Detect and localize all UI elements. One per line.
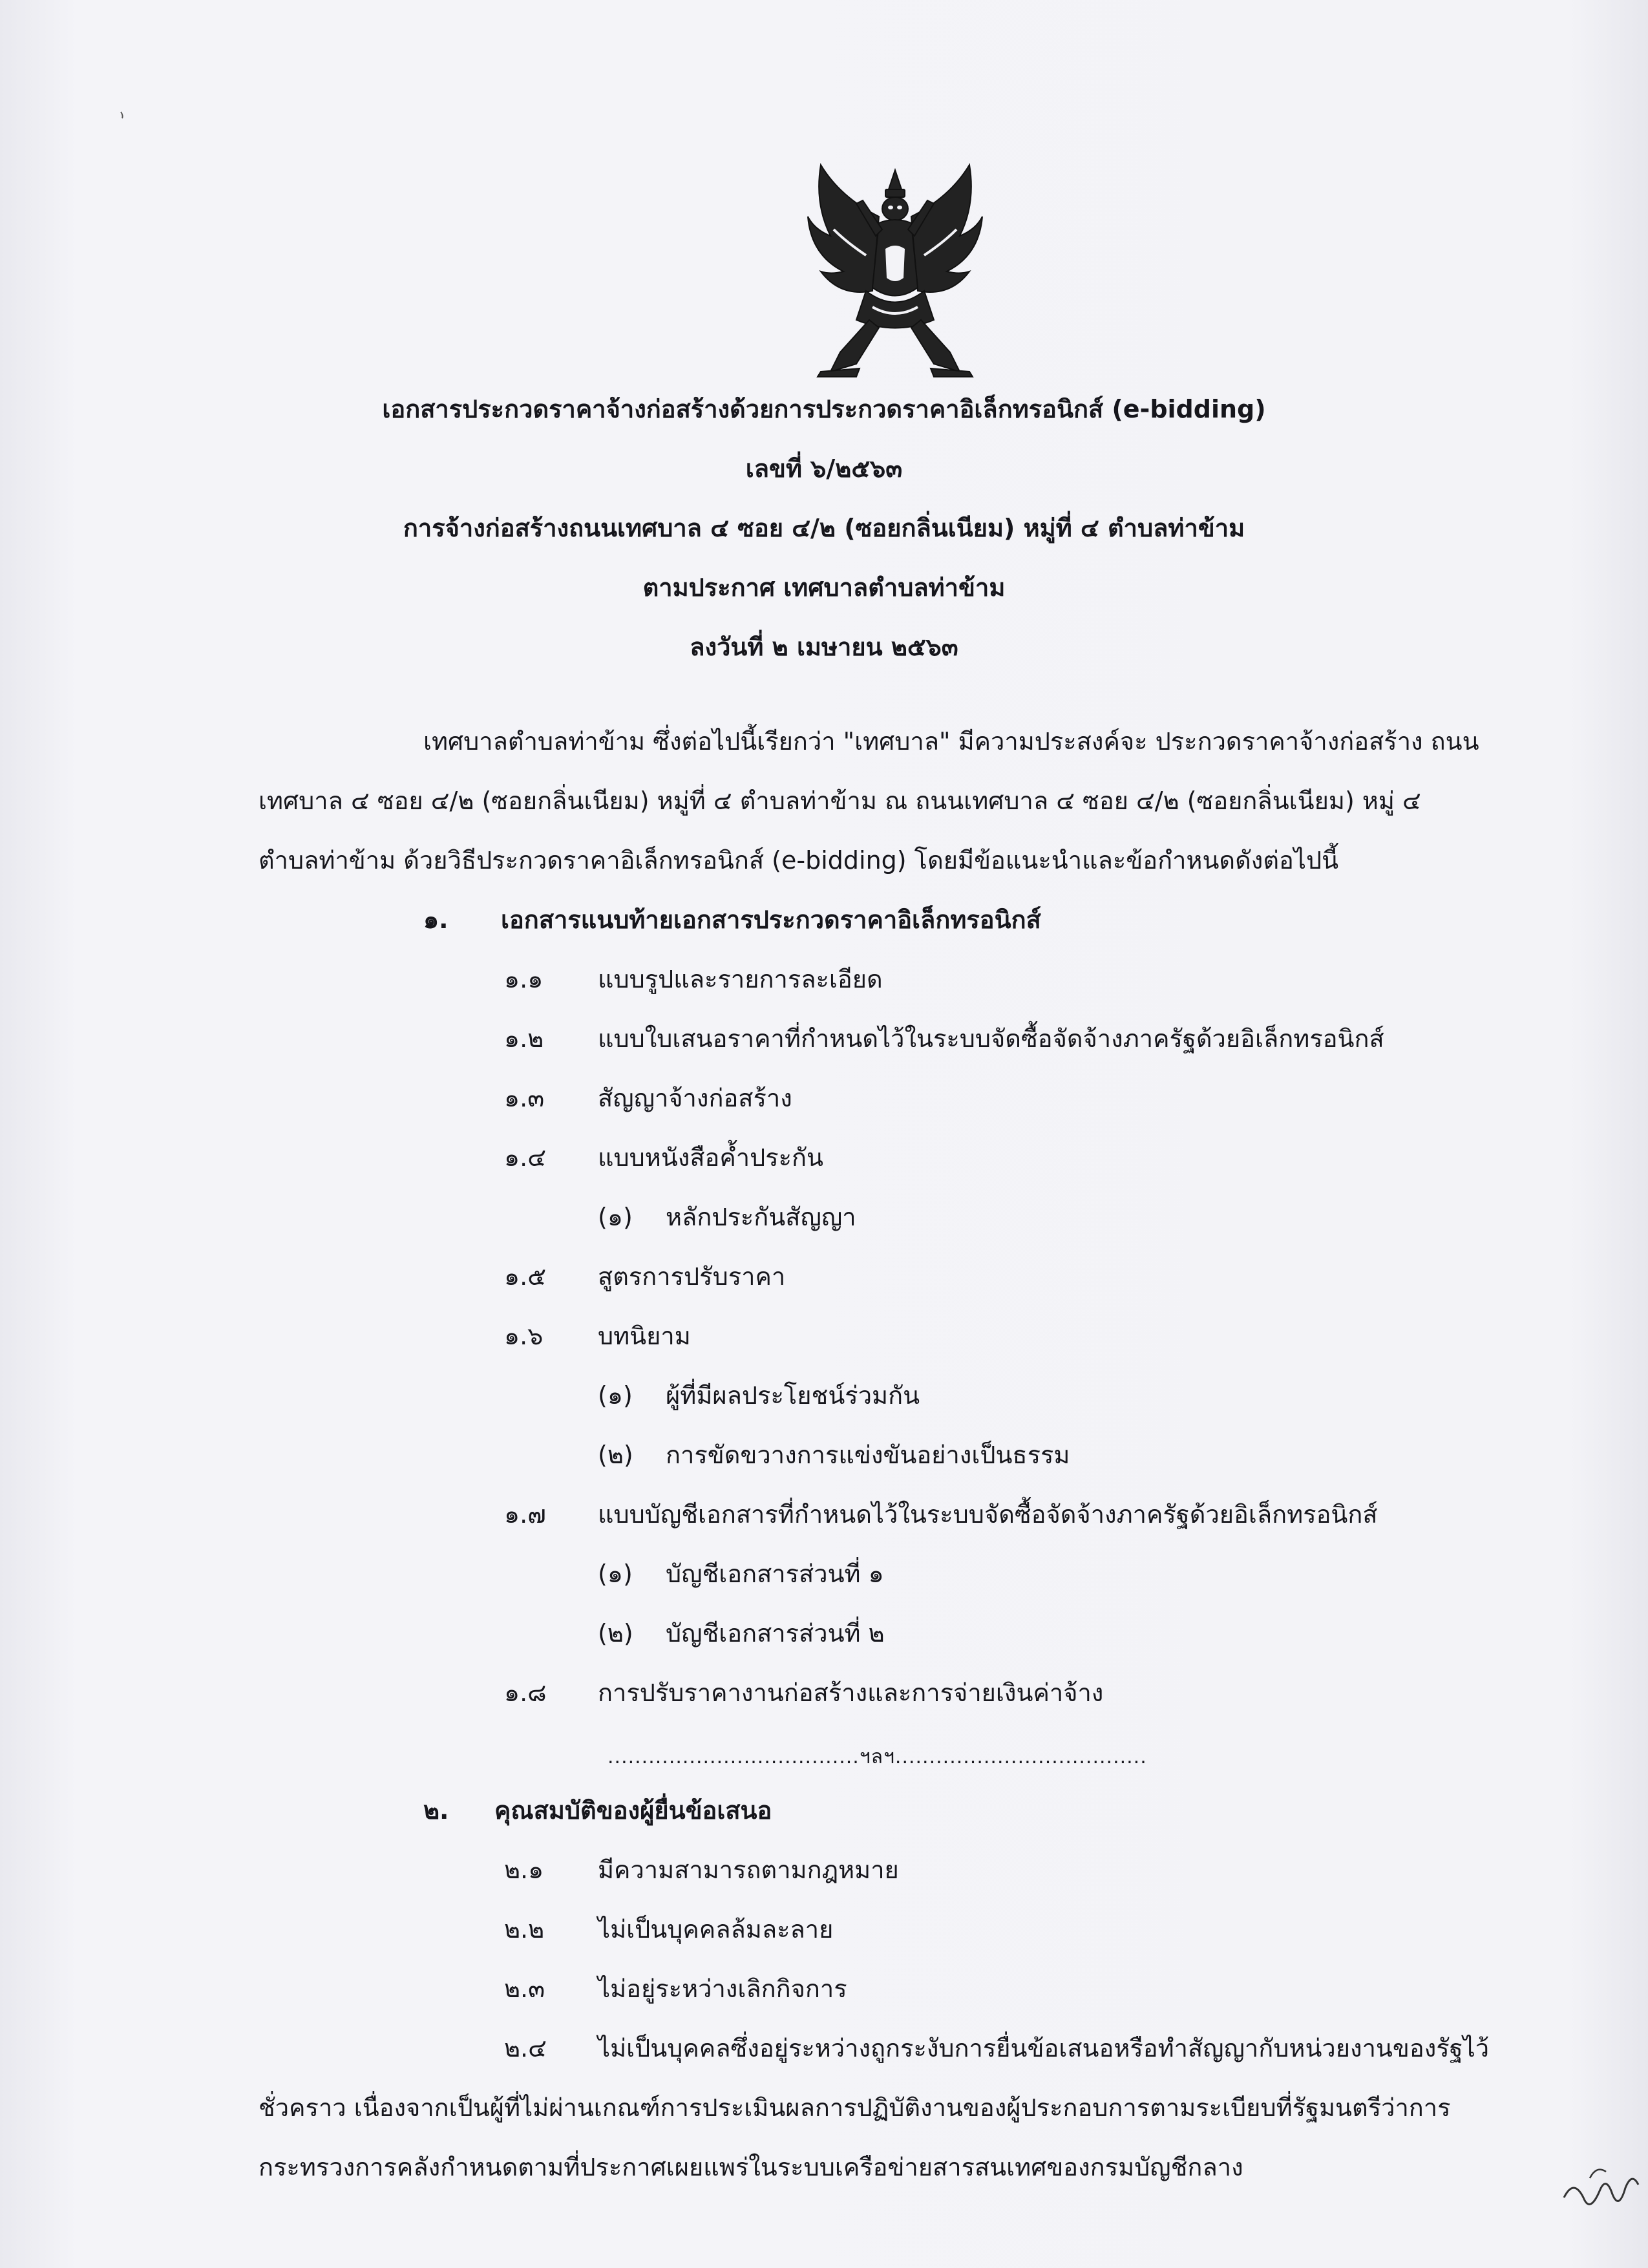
continuation-line-1: ชั่วคราว เนื่องจากเป็นผู้ที่ไม่ผ่านเกณฑ์การประเมินผลการปฏิบัติงานของผู้ประกอบการตามระเบียบที่รัฐมนตรีว่าการ <box>259 2093 1451 2122</box>
item-number: ๑.๑ <box>504 965 544 993</box>
list-item: แบบรูปและรายการละเอียด <box>598 965 883 993</box>
document-title: เอกสารประกวดราคาจ้างก่อสร้างด้วยการประกวดราคาอิเล็กทรอนิกส์ (e-bidding) <box>382 395 1266 423</box>
list-item: บทนิยาม <box>598 1322 691 1350</box>
garuda-emblem-icon <box>795 158 995 378</box>
document-date: ลงวันที่ ๒ เมษายน ๒๕๖๓ <box>690 633 958 661</box>
sub-list-item: ผู้ที่มีผลประโยชน์ร่วมกัน <box>666 1381 920 1410</box>
list-item: ไม่อยู่ระหว่างเลิกกิจการ <box>598 1975 847 2003</box>
section-2-number: ๒. <box>423 1796 449 1825</box>
sub-list-item: หลักประกันสัญญา <box>666 1203 856 1231</box>
intro-line-3: ตำบลท่าข้าม ด้วยวิธีประกวดราคาอิเล็กทรอนิกส์ (e-bidding) โดยมีข้อแนะนำและข้อกำหนดดังต่อไปนี้ <box>259 846 1339 874</box>
sub-item-number: (๑) <box>598 1203 633 1231</box>
item-number: ๒.๒ <box>504 1915 545 1944</box>
sub-item-number: (๒) <box>598 1619 633 1648</box>
list-item: สัญญาจ้างก่อสร้าง <box>598 1084 792 1112</box>
item-number: ๑.๔ <box>504 1143 546 1172</box>
announcement-ref: ตามประกาศ เทศบาลตำบลท่าข้าม <box>642 573 1006 602</box>
sub-list-item: บัญชีเอกสารส่วนที่ ๑ <box>666 1560 884 1588</box>
sub-list-item: การขัดขวางการแข่งขันอย่างเป็นธรรม <box>666 1441 1070 1469</box>
item-number: ๒.๔ <box>504 2034 547 2062</box>
item-number: ๑.๖ <box>504 1322 544 1350</box>
etc-separator: .....................................ฯลฯ..................................... <box>607 1746 1147 1768</box>
intro-line-1: เทศบาลตำบลท่าข้าม ซึ่งต่อไปนี้เรียกว่า "เทศบาล" มีความประสงค์จะ ประกวดราคาจ้างก่อสร้าง ถนน <box>423 727 1479 756</box>
intro-line-2: เทศบาล ๔ ซอย ๔/๒ (ซอยกลิ่นเนียม) หมู่ที่ ๔ ตำบลท่าข้าม ณ ถนนเทศบาล ๔ ซอย ๔/๒ (ซอยกลิ่นเนียม) หมู่ ๔ <box>259 787 1421 815</box>
list-item: แบบใบเสนอราคาที่กำหนดไว้ในระบบจัดซื้อจัดจ้างภาครัฐด้วยอิเล็กทรอนิกส์ <box>598 1024 1384 1053</box>
list-item: ไม่เป็นบุคคลซึ่งอยู่ระหว่างถูกระงับการยื่นข้อเสนอหรือทำสัญญากับหน่วยงานของรัฐไว้ <box>598 2034 1490 2062</box>
sub-item-number: (๒) <box>598 1441 633 1469</box>
section-1-heading: เอกสารแนบท้ายเอกสารประกวดราคาอิเล็กทรอนิกส์ <box>501 906 1041 934</box>
item-number: ๒.๑ <box>504 1856 544 1884</box>
item-number: ๑.๘ <box>504 1679 547 1707</box>
list-item: มีความสามารถตามกฎหมาย <box>598 1856 899 1884</box>
sub-item-number: (๑) <box>598 1381 633 1410</box>
list-item: สูตรการปรับราคา <box>598 1262 786 1291</box>
item-number: ๑.๗ <box>504 1500 546 1529</box>
list-item: แบบหนังสือค้ำประกัน <box>598 1143 824 1172</box>
continuation-line-2: กระทรวงการคลังกำหนดตามที่ประกาศเผยแพร่ในระบบเครือข่ายสารสนเทศของกรมบัญชีกลาง <box>259 2153 1243 2181</box>
item-number: ๑.๓ <box>504 1084 545 1112</box>
item-number: ๑.๒ <box>504 1024 544 1053</box>
sub-list-item: บัญชีเอกสารส่วนที่ ๒ <box>666 1619 885 1648</box>
handwritten-initials-icon <box>1551 2152 1642 2223</box>
document-number: เลขที่ ๖/๒๕๖๓ <box>745 454 903 483</box>
item-number: ๑.๕ <box>504 1262 546 1291</box>
item-number: ๒.๓ <box>504 1975 545 2003</box>
section-2-heading: คุณสมบัติของผู้ยื่นข้อเสนอ <box>494 1796 772 1825</box>
project-name: การจ้างก่อสร้างถนนเทศบาล ๔ ซอย ๔/๒ (ซอยกลิ่นเนียม) หมู่ที่ ๔ ตำบลท่าข้าม <box>403 514 1245 542</box>
sub-item-number: (๑) <box>598 1560 633 1588</box>
scan-speck <box>120 110 127 119</box>
section-1-number: ๑. <box>423 906 449 934</box>
list-item: การปรับราคางานก่อสร้างและการจ่ายเงินค่าจ้าง <box>598 1679 1104 1707</box>
list-item: แบบบัญชีเอกสารที่กำหนดไว้ในระบบจัดซื้อจัดจ้างภาครัฐด้วยอิเล็กทรอนิกส์ <box>598 1500 1378 1529</box>
list-item: ไม่เป็นบุคคลล้มละลาย <box>598 1915 834 1944</box>
